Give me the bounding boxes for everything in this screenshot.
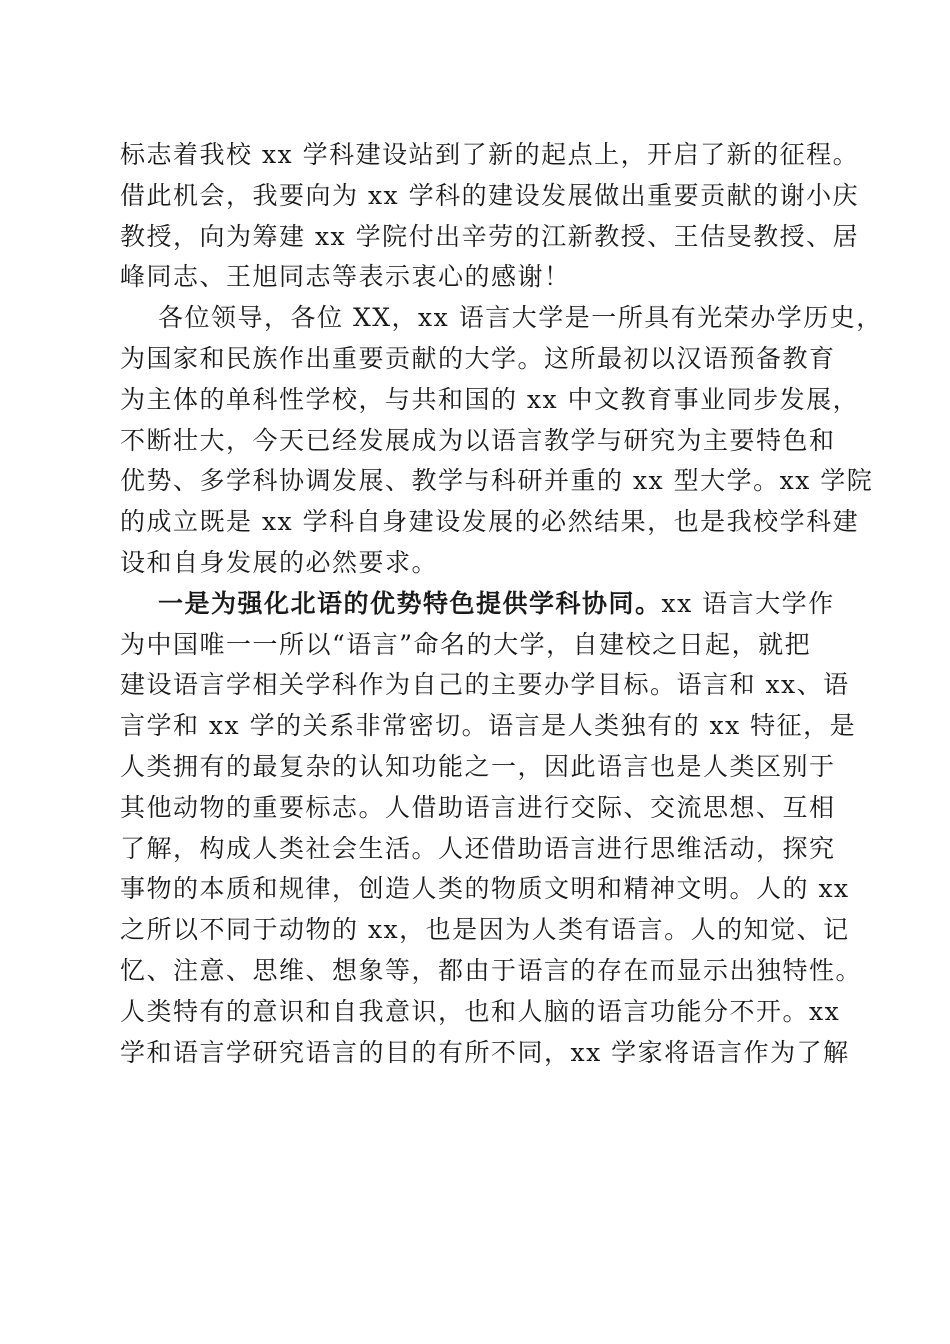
text-line: 人类拥有的最复杂的认知功能之一，因此语言也是人类区别于 (120, 751, 836, 781)
paragraph-heading: 一是为强化北语的优势特色提供学科协同。 (158, 588, 662, 618)
text-line: 其他动物的重要标志。人借助语言进行交际、交流思想、互相 (120, 792, 836, 822)
text-line: 之所以不同于动物的 xx，也是因为人类有语言。人的知觉、记 (120, 915, 850, 945)
document-body (120, 135, 883, 1073)
text-line: 不断壮大，今天已经发展成为以语言教学与研究为主要特色和 (120, 425, 836, 455)
text-line: 学和语言学研究语言的目的有所不同，xx 学家将语言作为了解 (120, 1037, 850, 1067)
text-line: 建设语言学相关学科作为自己的主要办学目标。语言和 xx、语 (120, 670, 850, 700)
text-line: 设和自身发展的必然要求。 (120, 547, 439, 577)
text-line: 的成立既是 xx 学科自身建设发展的必然结果，也是我校学科建 (120, 507, 860, 537)
text-fragment: xx 语言大学作 (661, 588, 835, 618)
text-line: 标志着我校 xx 学科建设站到了新的起点上，开启了新的征程。 (120, 140, 860, 169)
text-line: 教授，向为筹建 xx 学院付出辛劳的江新教授、王佶旻教授、居 (120, 221, 860, 251)
text-line: 优势、多学科协调发展、教学与科研并重的 xx 型大学。xx 学院 (120, 466, 874, 496)
paragraph-3 (120, 584, 863, 1074)
text-line: 峰同志、王旭同志等表示衷心的感谢！ (120, 262, 571, 292)
text-line: 了解，构成人类社会生活。人还借助语言进行思维活动，探究 (120, 833, 836, 863)
text-line: 为主体的单科性学校，与共和国的 xx 中文教育事业同步发展， (120, 384, 860, 414)
text-line: 言学和 xx 学的关系非常密切。语言是人类独有的 xx 特征，是 (120, 711, 857, 741)
text-line: 借此机会，我要向为 xx 学科的建设发展做出重要贡献的谢小庆 (120, 180, 860, 210)
text-line: 人类特有的意识和自我意识，也和人脑的语言功能分不开。xx (120, 996, 841, 1026)
text-line: 各位领导，各位 XX，xx 语言大学是一所具有光荣办学历史， (158, 303, 883, 333)
paragraph-1 (120, 135, 860, 298)
text-line (120, 584, 840, 625)
text-line: 事物的本质和规律，创造人类的物质文明和精神文明。人的 xx (120, 874, 850, 904)
text-line: 忆、注意、思维、想象等，都由于语言的存在而显示出独特性。 (120, 955, 863, 985)
text-line: 为中国唯一一所以“语言”命名的大学，自建校之日起，就把 (120, 629, 812, 659)
paragraph-2 (120, 298, 883, 584)
text-line: 为国家和民族作出重要贡献的大学。这所最初以汉语预备教育 (120, 343, 836, 373)
